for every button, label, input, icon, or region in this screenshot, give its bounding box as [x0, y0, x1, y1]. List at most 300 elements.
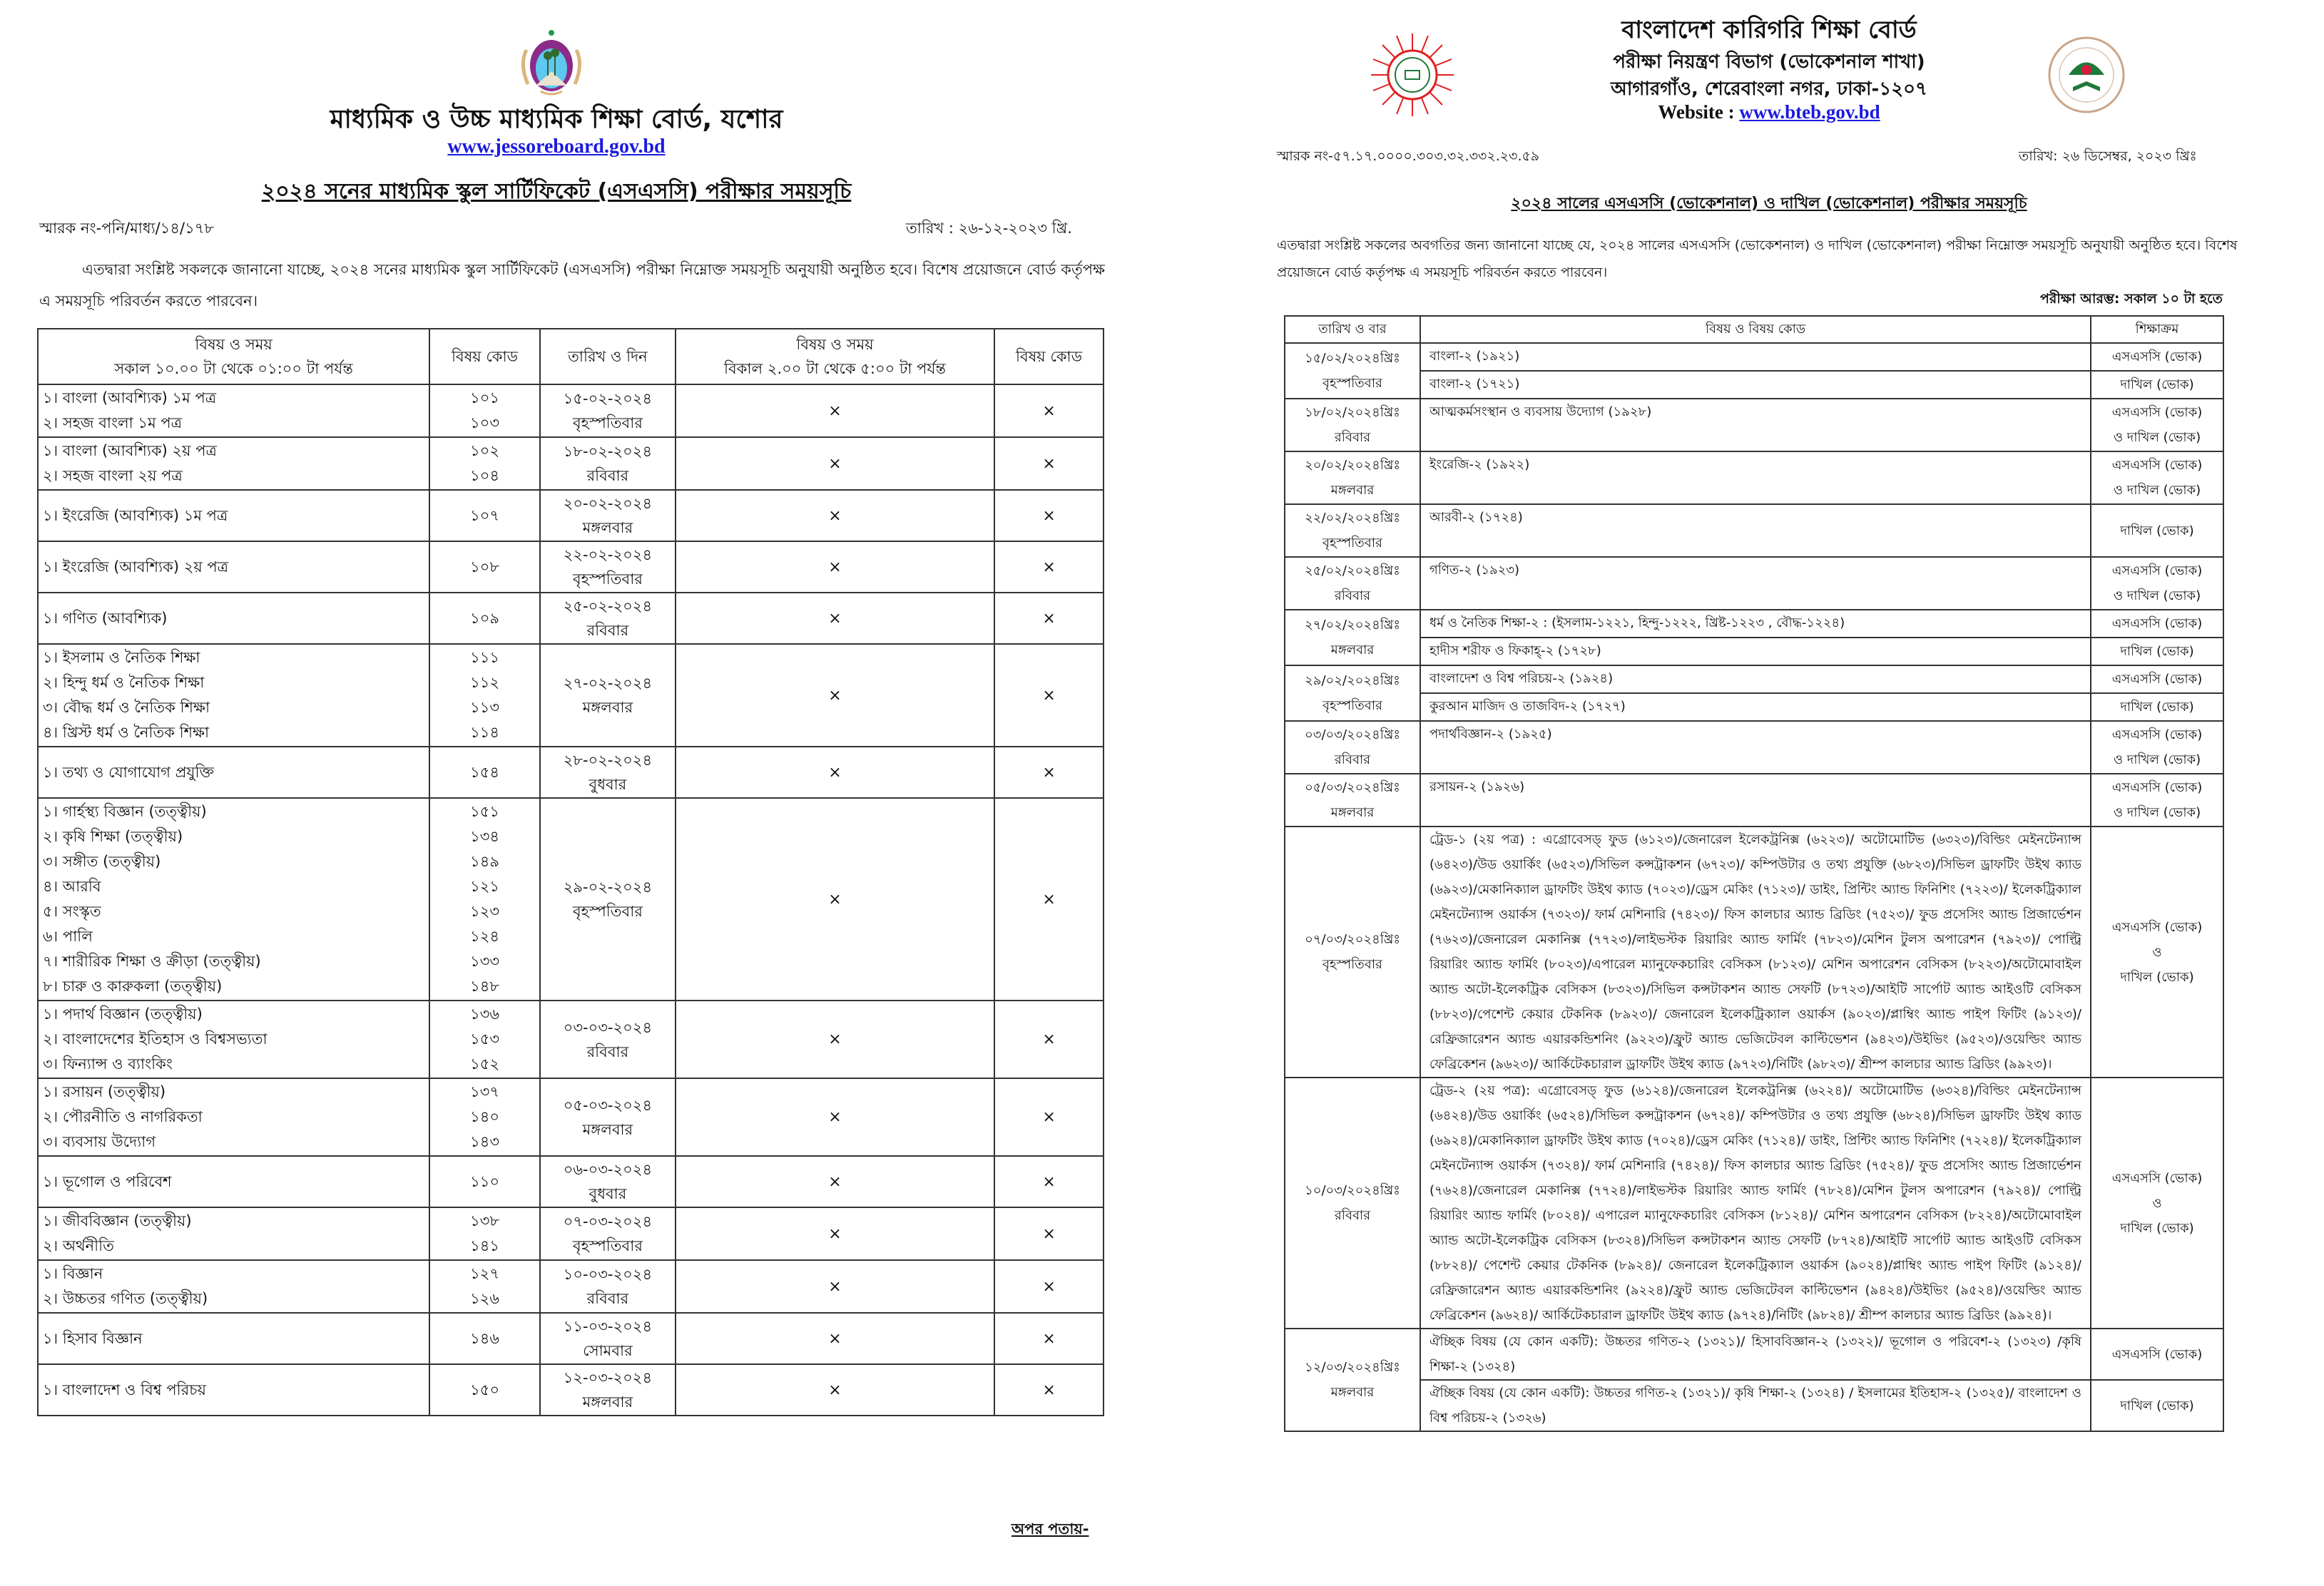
afternoon-code-none: × — [994, 747, 1104, 798]
exam-day: সোমবার — [583, 1342, 633, 1359]
date-cell — [540, 593, 676, 644]
table-row — [1285, 399, 2223, 451]
code-cell — [429, 747, 540, 798]
subject-code: ১০৮ — [470, 558, 500, 575]
curriculum-label: দাখিল (ভোক) — [2120, 700, 2194, 715]
subject-code: ১৪৬ — [470, 1329, 500, 1347]
curriculum-label: এসএসসি (ভোক) — [2111, 672, 2203, 687]
date-cell — [540, 644, 676, 747]
date-cell — [540, 1156, 676, 1207]
date-cell — [1285, 343, 1420, 399]
header-date-day: তারিখ ও বার — [1285, 316, 1420, 343]
code-cell — [429, 541, 540, 593]
exam-date: ১৮-০২-২০২৪ — [563, 443, 653, 460]
memo-number: স্মারক নং-৫৭.১৭.০০০০.৩০৩.৩২.৩৩২.২৩.৫৯ — [1277, 148, 1540, 164]
subject-cell: আরবী-২ (১৭২৪) — [1420, 504, 2091, 557]
subject-name: ১। গার্হস্থ্য বিজ্ঞান (তত্ত্বীয়) — [43, 803, 207, 820]
subject-cell: গণিত-২ (১৯২৩) — [1420, 557, 2091, 610]
table-row — [1285, 371, 2223, 399]
subject-name: ১। হিসাব বিজ্ঞান — [43, 1329, 143, 1347]
curriculum-label: দাখিল (ভোক) — [2120, 1220, 2194, 1236]
subject-code: ১২৩ — [470, 903, 500, 920]
subject-cell: কুরআন মাজিদ ও তাজবিদ-২ (১৭২৭) — [1420, 693, 2091, 721]
date-cell — [1285, 451, 1420, 504]
table-row — [38, 384, 1104, 437]
subject-code: ১৩৭ — [470, 1083, 500, 1100]
exam-day: রবিবার — [1334, 1208, 1371, 1223]
exam-date: ২২/০২/২০২৪খ্রিঃ — [1305, 511, 1400, 526]
table-row — [38, 437, 1104, 490]
subject-cell — [38, 1313, 429, 1364]
table-row — [38, 798, 1104, 1001]
subject-code: ১৪১ — [470, 1237, 500, 1254]
curriculum-label: ও — [2152, 1195, 2162, 1211]
afternoon-code-none: × — [994, 1156, 1104, 1207]
exam-date: ২৫-০২-২০২৪ — [563, 598, 653, 615]
afternoon-subject-none: × — [676, 1001, 994, 1078]
date-cell — [540, 1260, 676, 1313]
afternoon-code-none: × — [994, 541, 1104, 593]
subject-name: ৫। সংস্কৃত — [43, 903, 101, 920]
board-website-link[interactable]: www.bteb.gov.bd — [1739, 101, 1880, 123]
exam-day: বৃহস্পতিবার — [1322, 536, 1382, 551]
curriculum-label: ও দাখিল (ভোক) — [2113, 805, 2201, 820]
exam-day: মঙ্গলবার — [582, 1120, 633, 1138]
afternoon-subject-none: × — [676, 593, 994, 644]
exam-day: মঙ্গলবার — [582, 1393, 633, 1411]
afternoon-subject-none: × — [676, 1364, 994, 1416]
exam-date: ০৩/০৩/২০২৪খ্রিঃ — [1305, 727, 1400, 742]
subject-cell: বাংলা-২ (১৯২১) — [1420, 343, 2091, 371]
exam-date: ১৫-০২-২০২৪ — [563, 390, 653, 407]
code-cell — [429, 1364, 540, 1416]
subject-code: ১২১ — [470, 878, 500, 895]
jessore-board-notice — [0, 0, 1148, 1586]
afternoon-subject-none: × — [676, 490, 994, 541]
subject-name: ৮। চারু ও কারুকলা (তত্ত্বীয়) — [43, 978, 223, 995]
subject-name: ৪। খ্রিস্ট ধর্ম ও নৈতিক শিক্ষা — [43, 724, 210, 741]
table-row — [1285, 693, 2223, 721]
code-cell — [429, 1207, 540, 1260]
table-row — [1285, 827, 2223, 1078]
date-cell — [1285, 399, 1420, 451]
table-row — [38, 1260, 1104, 1313]
notice-paragraph: এতদ্বারা সংশ্লিষ্ট সকলের অবগতির জন্য জানানো যাচ্ছে যে, ২০২৪ সালের এসএসসি (ভোকেশনাল) ও দাখিল (ভোকেশনাল) পরীক্ষা নিম্নোক্ত সময়সূচি অনুযায়ী অনুষ্ঠিত হবে। বিশেষ প্রয়োজনে বোর্ড কর্তৃপক্ষ এ সময়সূচি পরিবর্তন করতে পারবেন। — [1277, 237, 2238, 280]
code-cell — [429, 384, 540, 437]
subject-code: ১০৪ — [470, 467, 500, 484]
subject-code: ১৪৮ — [470, 978, 500, 995]
table-header-row — [1285, 316, 2223, 343]
subject-code: ১৩৮ — [470, 1212, 500, 1229]
header-subject-code: বিষয় ও বিষয় কোড — [1420, 316, 2091, 343]
curriculum-cell — [2091, 827, 2223, 1078]
date-cell — [540, 437, 676, 490]
date-cell — [1285, 1078, 1420, 1329]
subject-cell: ট্রেড-২ (২য় পত্র): এগ্রোবেসড্ ফুড (৬১২৪)/জেনারেল ইলেকট্রনিক্স (৬২২৪)/ অটোমোটিভ (৬৩২৪)/বিল্ডিং মেইনটেন্যান্স (৬৪২৪)/উড ওয়ার্কিং (৬৫২৪)/সিভিল কন্সট্রাকশন (৬৭২৪)/ কম্পিউটার ও তথ্য প্রযুক্তি (৬৮২৪)/সিভিল ড্রাফটিং উইথ ক্যাড (৬৯২৪)/মেকানিক্যাল ড্রাফটিং উইথ ক্যাড (৭০২৪)/ড্রেস মেকিং (৭১২৪)/ ডাইং, প্রিন্টিং অ্যান্ড ফিনিশিং (৭২২৪)/ ইলেকট্রিক্যাল মেইনটেন্যান্স ওয়ার্কস (৭৩২৪)/ ফার্ম মেশিনারি (৭৪২৪)/ ফিস কালচার অ্যান্ড ব্রিডিং (৭৫২৪)/ ফুড প্রসেসিং অ্যান্ড প্রিজার্ভেশন (৭৬২৪)/জেনারেল মেকানিক্স (৭৭২৪)/লাইভস্টক রিয়ারিং অ্যান্ড ফার্মিং (৭৮২৪)/মেশিন টুলস অপারেশন (৭৯২৪)/ পোল্ট্রি রিয়ারিং অ্যান্ড ফার্মিং (৮০২৪)/ এপারেল ম্যানুফেকচারিং বেসিকস (৮১২৪)/ মেশিন অপারেশন বেসিকস (৮২২৪)/অটোমোবাইল অ্যান্ড অটো-ইলেকট্রিক বেসিকস (৮৩২৪)/সিভিল কন্সটাকশন অ্যান্ড সেফটি (৮৭২৪)/আইটি সার্পোট অ্যান্ড আইওটি বেসিকস (৮৮২৪)/ পেশেন্ট কেয়ার টেকনিক (৮৯২৪)/ জেনারেল ইলেকট্রিক্যাল ওয়ার্কস (৯০২৪)/প্লাম্বিং অ্যান্ড পাইপ ফিটিং (৯১২৪)/রেফ্রিজারেশন অ্যান্ড এয়ারকন্ডিশনিং (৯২২৪)/ফ্রুট অ্যান্ড ভেজিটেবল কাল্টিভেশন (৯৪২৪)/উইভিং (৯৫২৪)/ওয়েল্ডিং অ্যান্ড ফেব্রিকেশন (৯৬২৪)/ আর্কিটেকচারাল ড্রাফটিং উইথ ক্যাড (৯৭২৪)/নিটিং (৯৮২৪)/ শ্রীম্প কালচার অ্যান্ড ব্রিডিং (৯৯২৪)। — [1420, 1078, 2091, 1329]
curriculum-cell — [2091, 1329, 2223, 1380]
schedule-title: ২০২৪ সনের মাধ্যমিক স্কুল সার্টিফিকেট (এসএসসি) পরীক্ষার সময়সূচি — [261, 179, 852, 204]
exam-day: বুধবার — [588, 1185, 627, 1202]
curriculum-cell — [2091, 1078, 2223, 1329]
notice-paragraph: এতদ্বারা সংশ্লিষ্ট সকলকে জানানো যাচ্ছে, ২০২৪ সনের মাধ্যমিক স্কুল সার্টিফিকেট (এসএসসি) পরীক্ষা নিম্নোক্ত সময়সূচি অনুযায়ী অনুষ্ঠিত হবে। বিশেষ প্রয়োজনে বোর্ড কর্তৃপক্ষ এ সময়সূচি পরিবর্তন করতে পারবেন। — [39, 261, 1105, 309]
date-cell — [540, 1207, 676, 1260]
subject-code: ১৫০ — [470, 1381, 500, 1398]
exam-day: মঙ্গলবার — [1330, 483, 1375, 498]
curriculum-label: দাখিল (ভোক) — [2120, 1398, 2194, 1413]
header-afternoon-subject: বিষয় ও সময় বিকাল ২.০০ টা থেকে ৫:০০ টা পর্যন্ত — [676, 329, 994, 384]
subject-cell — [38, 1001, 429, 1078]
exam-day: বৃহস্পতিবার — [1322, 376, 1382, 391]
exam-date: ০৭/০৩/২০২৪খ্রিঃ — [1305, 932, 1400, 947]
date-cell — [540, 384, 676, 437]
curriculum-cell — [2091, 504, 2223, 557]
afternoon-code-none: × — [994, 384, 1104, 437]
curriculum-label: এসএসসি (ভোক) — [2111, 405, 2203, 420]
code-cell — [429, 1260, 540, 1313]
subject-name: ২। সহজ বাংলা ১ম পত্র — [43, 414, 183, 431]
subject-cell: ঐচ্ছিক বিষয় (যে কোন একটি): উচ্চতর গণিত-২ (১৩২১)/ কৃষি শিক্ষা-২ (১৩২৪) / ইসলামের ইতিহাস-২ (১৩২৫)/ বাংলাদেশ ও বিশ্ব পরিচয়-২ (১৩২৬) — [1420, 1380, 2091, 1431]
curriculum-label: দাখিল (ভোক) — [2120, 377, 2194, 392]
date-cell — [1285, 504, 1420, 557]
table-header-row — [38, 329, 1104, 384]
subject-name: ১। ইংরেজি (আবশ্যিক) ১ম পত্র — [43, 506, 228, 524]
subject-code: ১০৩ — [470, 414, 500, 431]
subject-cell — [38, 1156, 429, 1207]
code-cell — [429, 798, 540, 1001]
subject-code: ১০৯ — [470, 609, 500, 627]
curriculum-label: এসএসসি (ভোক) — [2111, 616, 2203, 631]
afternoon-subject-none: × — [676, 747, 994, 798]
curriculum-label: ও দাখিল (ভোক) — [2113, 430, 2201, 445]
afternoon-subject-none: × — [676, 384, 994, 437]
subject-cell: ধর্ম ও নৈতিক শিক্ষা-২ : (ইসলাম-১২২১, হিন্দু-১২২২, খ্রিষ্ট-১২২৩ , বৌদ্ধ-১২২৪) — [1420, 610, 2091, 638]
vocational-schedule-table — [1284, 315, 2224, 1432]
date-cell — [1285, 610, 1420, 665]
subject-name: ৩। ব্যবসায় উদ্যোগ — [43, 1133, 156, 1150]
exam-day: বৃহস্পতিবার — [572, 1237, 643, 1254]
afternoon-code-none: × — [994, 1313, 1104, 1364]
code-cell — [429, 1156, 540, 1207]
curriculum-label: দাখিল (ভোক) — [2120, 523, 2194, 538]
date-cell — [540, 541, 676, 593]
subject-cell: ইংরেজি-২ (১৯২২) — [1420, 451, 2091, 504]
date-cell — [1285, 774, 1420, 827]
subject-cell — [38, 1260, 429, 1313]
subject-cell — [38, 747, 429, 798]
curriculum-cell — [2091, 638, 2223, 665]
subject-code: ১২৭ — [470, 1265, 500, 1282]
subject-name: ১। ইংরেজি (আবশ্যিক) ২য় পত্র — [43, 558, 229, 575]
subject-code: ১০২ — [470, 442, 500, 459]
table-row — [38, 1207, 1104, 1260]
code-cell — [429, 437, 540, 490]
subject-cell — [38, 1207, 429, 1260]
exam-date: ২৭-০২-২০২৪ — [563, 675, 653, 692]
table-row — [1285, 721, 2223, 774]
header-date-day: তারিখ ও দিন — [540, 329, 676, 384]
curriculum-cell — [2091, 371, 2223, 399]
bteb-notice — [1255, 0, 2324, 1586]
subject-cell: ট্রেড-১ (২য় পত্র) : এগ্রোবেসড্ ফুড (৬১২৩)/জেনারেল ইলেকট্রনিক্স (৬২২৩)/ অটোমোটিভ (৬৩২৩)/বিল্ডিং মেইনটেন্যান্স (৬৪২৩)/উড ওয়ার্কিং (৬৫২৩)/সিভিল কন্সট্রাকশন (৬৭২৩)/ কম্পিউটার ও তথ্য প্রযুক্তি (৬৮২৩)/সিভিল ড্রাফটিং উইথ ক্যাড (৬৯২৩)/মেকানিক্যাল ড্রাফটিং উইথ ক্যাড (৭০২৩)/ড্রেস মেকিং (৭১২৩)/ ডাইং, প্রিন্টিং অ্যান্ড ফিনিশিং (৭২২৩)/ ইলেকট্রিক্যাল মেইনটেন্যান্স ওয়ার্কস (৭৩২৩)/ ফার্ম মেশিনারি (৭৪২৩)/ ফিস কালচার অ্যান্ড ব্রিডিং (৭৫২৩)/ ফুড প্রসেসিং অ্যান্ড প্রিজার্ভেশন (৭৬২৩)/জেনারেল মেকানিক্স (৭৭২৩)/লাইভস্টক রিয়ারিং অ্যান্ড ফার্মিং (৭৮২৩)/মেশিন টুলস অপারেশন (৭৯২৩)/ পোল্ট্রি রিয়ারিং অ্যান্ড ফার্মিং (৮০২৩)/এপারেল ম্যানুফেকচারিং বেসিকস (৮১২৩)/ মেশিন অপারেশন বেসিকস (৮২২৩)/অটোমোবাইল অ্যান্ড অটো-ইলেকট্রিক বেসিকস (৮৩২৩)/সিভিল কন্সটাকশন অ্যান্ড সেফটি (৮৭২৩)/আইটি সার্পোট অ্যান্ড আইওটি বেসিকস (৮৮২৩)/পেশেন্ট কেয়ার টেকনিক (৮৯২৩)/ জেনারেল ইলেকট্রিক্যাল ওয়ার্কস (৯০২৩)/প্লাম্বিং অ্যান্ড পাইপ ফিটিং (৯১২৩)/রেফ্রিজারেশন অ্যান্ড এয়ারকন্ডিশনিং (৯২২৩)/ফ্রুট অ্যান্ড ভেজিটেবল কাল্টিভেশন (৯৪২৩)/উইভিং (৯৫২৩)/ওয়েল্ডিং অ্যান্ড ফেব্রিকেশন (৯৬২৩)/ আর্কিটেকচারাল ড্রাফটিং উইথ ক্যাড (৯৭২৩)/নিটিং (৯৮২৩)/ শ্রীম্প কালচার অ্যান্ড ব্রিডিং (৯৯২৩)। — [1420, 827, 2091, 1078]
ssc-schedule-table — [37, 328, 1104, 1416]
subject-code: ১১১ — [470, 649, 500, 666]
notice-date: তারিখ : ২৬-১২-২০২৩ খ্রি. — [906, 220, 1072, 237]
header-morning-code: বিষয় কোড — [429, 329, 540, 384]
code-cell — [429, 490, 540, 541]
subject-code: ১৫২ — [470, 1055, 500, 1073]
exam-date: ০৩-০৩-২০২৪ — [563, 1018, 653, 1036]
subject-cell: বাংলা-২ (১৭২১) — [1420, 371, 2091, 399]
afternoon-code-none: × — [994, 1078, 1104, 1156]
subject-name: ১। ইসলাম ও নৈতিক শিক্ষা — [43, 649, 200, 666]
curriculum-cell — [2091, 665, 2223, 693]
exam-start-time: পরীক্ষা আরম্ভ: সকাল ১০ টা হতে — [2040, 291, 2223, 307]
subject-name: ১। পদার্থ বিজ্ঞান (তত্ত্বীয়) — [43, 1006, 203, 1023]
board-title: মাধ্যমিক ও উচ্চ মাধ্যমিক শিক্ষা বোর্ড, যশোর — [330, 105, 783, 134]
table-row — [38, 747, 1104, 798]
exam-date: ২৮-০২-২০২৪ — [563, 752, 653, 769]
website-line — [1255, 101, 2283, 123]
subject-cell — [38, 1078, 429, 1156]
curriculum-label: ও — [2152, 944, 2162, 960]
table-row — [38, 644, 1104, 747]
subject-name: ৩। ফিন্যান্স ও ব্যাংকিং — [43, 1055, 173, 1073]
department-name: পরীক্ষা নিয়ন্ত্রণ বিভাগ (ভোকেশনাল শাখা) — [1613, 51, 1925, 73]
subject-name: ১। তথ্য ও যোগাযোগ প্রযুক্তি — [43, 763, 214, 781]
curriculum-label: এসএসসি (ভোক) — [2111, 1346, 2203, 1362]
continued-overleaf: অপর পতায়- — [1011, 1520, 1089, 1538]
subject-code: ১১৩ — [470, 699, 500, 716]
afternoon-code-none: × — [994, 437, 1104, 490]
exam-day: বৃহস্পতিবার — [1322, 698, 1382, 713]
curriculum-label: এসএসসি (ভোক) — [2111, 349, 2203, 364]
subject-code: ১৪০ — [470, 1108, 500, 1125]
table-row — [1285, 504, 2223, 557]
schedule-title: ২০২৪ সালের এসএসসি (ভোকেশনাল) ও দাখিল (ভোকেশনাল) পরীক্ষার সময়সূচি — [1511, 195, 2027, 213]
table-row — [1285, 451, 2223, 504]
curriculum-label: ও দাখিল (ভোক) — [2113, 483, 2201, 498]
subject-name: ২। হিন্দু ধর্ম ও নৈতিক শিক্ষা — [43, 674, 205, 691]
subject-cell — [38, 798, 429, 1001]
exam-day: মঙ্গলবার — [1330, 643, 1375, 658]
exam-date: ১১-০৩-২০২৪ — [563, 1318, 653, 1335]
table-row — [38, 593, 1104, 644]
subject-code: ১১৪ — [470, 724, 500, 741]
subject-cell: ঐচ্ছিক বিষয় (যে কোন একটি): উচ্চতর গণিত-২ (১৩২১)/ হিসাববিজ্ঞান-২ (১৩২২)/ ভূগোল ও পরিবেশ-২ (১৩২৩) /কৃষি শিক্ষা-২ (১৩২৪) — [1420, 1329, 2091, 1380]
exam-day: বৃহস্পতিবার — [572, 571, 643, 588]
afternoon-subject-none: × — [676, 1078, 994, 1156]
subject-code: ১৩৩ — [470, 953, 500, 970]
exam-day: বৃহস্পতিবার — [572, 414, 643, 431]
date-cell — [540, 1364, 676, 1416]
exam-day: মঙ্গলবার — [1330, 1385, 1375, 1400]
date-cell — [540, 1313, 676, 1364]
subject-name: ১। জীববিজ্ঞান (তত্ত্বীয়) — [43, 1212, 192, 1229]
subject-code: ১৫৩ — [470, 1030, 500, 1048]
afternoon-subject-none: × — [676, 644, 994, 747]
exam-date: ১০/০৩/২০২৪খ্রিঃ — [1305, 1183, 1400, 1198]
subject-name: ১। রসায়ন (তত্ত্বীয়) — [43, 1083, 166, 1100]
curriculum-label: এসএসসি (ভোক) — [2111, 919, 2203, 935]
afternoon-code-none: × — [994, 1260, 1104, 1313]
subject-name: ১। বিজ্ঞান — [43, 1265, 103, 1282]
table-row — [1285, 665, 2223, 693]
table-row — [1285, 343, 2223, 371]
date-cell — [540, 747, 676, 798]
subject-cell — [38, 490, 429, 541]
subject-name: ৩। বৌদ্ধ ধর্ম ও নৈতিক শিক্ষা — [43, 699, 210, 716]
table-row — [38, 1156, 1104, 1207]
subject-code: ১৪৯ — [470, 853, 500, 870]
code-cell — [429, 593, 540, 644]
memo-number: স্মারক নং-পনি/মাধ্য/১৪/১৭৮ — [39, 220, 214, 237]
subject-cell — [38, 541, 429, 593]
subject-name: ২। কৃষি শিক্ষা (তত্ত্বীয়) — [43, 828, 183, 845]
afternoon-code-none: × — [994, 1364, 1104, 1416]
subject-name: ২। সহজ বাংলা ২য় পত্র — [43, 467, 183, 484]
subject-cell — [38, 644, 429, 747]
subject-name: ১। বাংলা (আবশ্যিক) ১ম পত্র — [43, 389, 217, 406]
board-title: বাংলাদেশ কারিগরি শিক্ষা বোর্ড — [1621, 16, 1917, 44]
curriculum-label: এসএসসি (ভোক) — [2111, 563, 2203, 578]
curriculum-cell — [2091, 451, 2223, 504]
table-row — [1285, 610, 2223, 638]
exam-date: ১৮/০২/২০২৪খ্রিঃ — [1305, 405, 1400, 420]
curriculum-cell — [2091, 557, 2223, 610]
exam-day: বৃহস্পতিবার — [572, 903, 643, 920]
afternoon-subject-none: × — [676, 798, 994, 1001]
table-row — [38, 490, 1104, 541]
notice-date: তারিখ: ২৬ ডিসেম্বর, ২০২৩ খ্রিঃ — [2019, 148, 2197, 164]
exam-date: ২০/০২/২০২৪খ্রিঃ — [1305, 458, 1400, 473]
date-cell — [540, 1001, 676, 1078]
date-cell — [1285, 827, 1420, 1078]
curriculum-label: এসএসসি (ভোক) — [2111, 780, 2203, 795]
date-cell — [1285, 721, 1420, 774]
exam-date: ১০-০৩-২০২৪ — [563, 1266, 653, 1283]
table-row — [1285, 1078, 2223, 1329]
date-cell — [540, 490, 676, 541]
board-website-link[interactable]: www.jessoreboard.gov.bd — [447, 135, 666, 158]
table-row — [38, 1313, 1104, 1364]
afternoon-code-none: × — [994, 1207, 1104, 1260]
table-row — [38, 1001, 1104, 1078]
exam-day: রবিবার — [586, 467, 629, 484]
exam-day: মঙ্গলবার — [582, 519, 633, 536]
subject-code: ১০১ — [470, 389, 500, 406]
curriculum-cell — [2091, 343, 2223, 371]
date-cell — [1285, 1329, 1420, 1431]
subject-cell — [38, 1364, 429, 1416]
curriculum-label: ও দাখিল (ভোক) — [2113, 752, 2201, 767]
exam-day: রবিবার — [1334, 430, 1371, 445]
exam-day: রবিবার — [586, 1043, 629, 1060]
exam-day: রবিবার — [1334, 752, 1371, 767]
afternoon-subject-none: × — [676, 1156, 994, 1207]
subject-name: ২। অর্থনীতি — [43, 1237, 114, 1254]
subject-cell — [38, 437, 429, 490]
afternoon-code-none: × — [994, 798, 1104, 1001]
jessore-board-seal-icon — [512, 29, 591, 100]
afternoon-code-none: × — [994, 1001, 1104, 1078]
curriculum-cell — [2091, 399, 2223, 451]
header-morning-subject: বিষয় ও সময় সকাল ১০.০০ টা থেকে ০১:০০ টা পর্যন্ত — [38, 329, 429, 384]
subject-name: ১। বাংলা (আবশ্যিক) ২য় পত্র — [43, 442, 217, 459]
subject-name: ১। গণিত (আবশ্যিক) — [43, 609, 168, 627]
curriculum-label: ও দাখিল (ভোক) — [2113, 588, 2201, 603]
subject-code: ১২৬ — [470, 1290, 500, 1307]
table-row — [1285, 1380, 2223, 1431]
subject-cell — [38, 384, 429, 437]
exam-date: ২৭/০২/২০২৪খ্রিঃ — [1305, 618, 1400, 633]
website-label: Website : — [1658, 101, 1740, 123]
subject-name: ২। পৌরনীতি ও নাগরিকতা — [43, 1108, 203, 1125]
table-row — [1285, 774, 2223, 827]
exam-day: রবিবার — [586, 622, 629, 639]
subject-name: ১। ভূগোল ও পরিবেশ — [43, 1172, 172, 1190]
subject-code: ১৪৩ — [470, 1133, 500, 1150]
date-cell — [540, 798, 676, 1001]
exam-date: ২৯/০২/২০২৪খ্রিঃ — [1305, 673, 1400, 688]
date-cell — [540, 1078, 676, 1156]
code-cell — [429, 1078, 540, 1156]
table-row — [1285, 1329, 2223, 1380]
subject-code: ১২৪ — [470, 928, 500, 945]
curriculum-label: দাখিল (ভোক) — [2120, 644, 2194, 659]
subject-code: ১০৭ — [470, 506, 500, 524]
afternoon-subject-none: × — [676, 1313, 994, 1364]
table-row — [38, 1364, 1104, 1416]
subject-cell: পদার্থবিজ্ঞান-২ (১৯২৫) — [1420, 721, 2091, 774]
curriculum-cell — [2091, 693, 2223, 721]
afternoon-subject-none: × — [676, 541, 994, 593]
afternoon-code-none: × — [994, 644, 1104, 747]
subject-code: ১১২ — [470, 674, 500, 691]
date-cell — [1285, 557, 1420, 610]
curriculum-label: দাখিল (ভোক) — [2120, 969, 2194, 985]
subject-cell: রসায়ন-২ (১৯২৬) — [1420, 774, 2091, 827]
afternoon-subject-none: × — [676, 1260, 994, 1313]
exam-day: বুধবার — [588, 776, 627, 793]
exam-date: ২০-০২-২০২৪ — [563, 495, 653, 512]
exam-date: ২৯-০২-২০২৪ — [563, 879, 653, 896]
subject-name: ৪। আরবি — [43, 878, 101, 895]
exam-date: ১২-০৩-২০২৪ — [563, 1369, 653, 1386]
code-cell — [429, 1313, 540, 1364]
afternoon-code-none: × — [994, 490, 1104, 541]
afternoon-subject-none: × — [676, 437, 994, 490]
table-row — [1285, 638, 2223, 665]
curriculum-label: এসএসসি (ভোক) — [2111, 1170, 2203, 1186]
exam-day: মঙ্গলবার — [582, 699, 633, 716]
subject-name: ৭। শারীরিক শিক্ষা ও ক্রীড়া (তত্ত্বীয়) — [43, 953, 261, 970]
curriculum-label: এসএসসি (ভোক) — [2111, 458, 2203, 473]
table-row — [38, 1078, 1104, 1156]
subject-name: ১। বাংলাদেশ ও বিশ্ব পরিচয় — [43, 1381, 206, 1398]
table-row — [1285, 557, 2223, 610]
exam-day: রবিবার — [586, 1290, 629, 1307]
subject-cell — [38, 593, 429, 644]
subject-code: ১৫১ — [470, 803, 500, 820]
exam-date: ২২-০২-২০২৪ — [563, 546, 653, 563]
subject-code: ১৩৬ — [470, 1006, 500, 1023]
subject-name: ৬। পালি — [43, 928, 93, 945]
subject-cell: হাদীস শরীফ ও ফিকাহ্-২ (১৭২৮) — [1420, 638, 2091, 665]
table-row — [38, 541, 1104, 593]
subject-name: ২। উচ্চতর গণিত (তত্ত্বীয়) — [43, 1290, 208, 1307]
subject-code: ১৩৪ — [470, 828, 500, 845]
subject-name: ৩। সঙ্গীত (তত্ত্বীয়) — [43, 853, 161, 870]
